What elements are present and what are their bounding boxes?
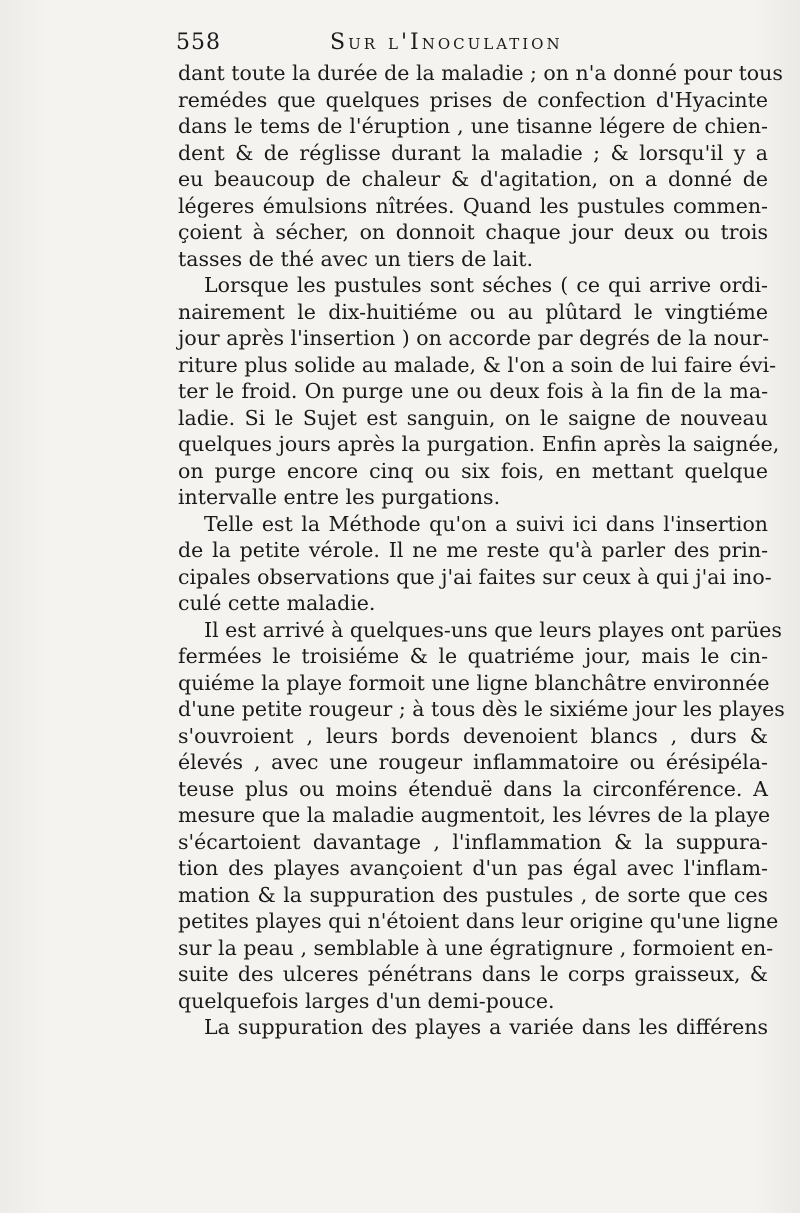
page-number: 558 bbox=[176, 30, 221, 55]
text-line: remédes que quelques prises de confection d'Hyacinte bbox=[178, 87, 768, 112]
text-line: légeres émulsions nîtrées. Quand les pustules commen- bbox=[178, 193, 768, 218]
text-line: culé cette maladie. bbox=[178, 591, 376, 615]
text-line: tion des playes avançoient d'un pas égal avec l'inflam- bbox=[178, 856, 768, 880]
text-line: s'écartoient davantage , l'inflammation & la suppura- bbox=[178, 829, 768, 854]
text-line: nairement le dix-huitiéme ou au plûtard le vingtiéme bbox=[178, 299, 768, 324]
text-line: de la petite vérole. Il ne me reste qu'à parler des prin- bbox=[178, 538, 768, 562]
paragraph-first-line: Lorsque les pustules sont séches ( ce qui arrive ordi- bbox=[204, 273, 768, 297]
running-head bbox=[176, 30, 766, 60]
text-line: mation & la suppuration des pustules , de sorte que ces bbox=[178, 882, 768, 907]
text-line: quiéme la playe formoit une ligne blanchâtre environnée bbox=[178, 670, 770, 695]
text-line: élevés , avec une rougeur inflammatoire ou érésipéla- bbox=[178, 750, 768, 774]
text-line: quelques jours après la purgation. Enfin après la saignée, bbox=[178, 432, 780, 456]
text-line: suite des ulceres pénétrans dans le corps graisseux, & bbox=[178, 962, 768, 986]
text-line: ladie. Si le Sujet est sanguin, on le saigne de nouveau bbox=[178, 405, 768, 430]
text-line: quelquefois larges d'un demi-pouce. bbox=[178, 988, 555, 1013]
text-line: eu beaucoup de chaleur & d'agitation, on a donné de bbox=[178, 167, 768, 191]
text-line: jour après l'insertion ) on accorde par degrés de la nour- bbox=[178, 326, 770, 350]
paragraph-first-line: Il est arrivé à quelques-uns que leurs playes ont parües bbox=[204, 617, 782, 642]
text-line: dant toute la durée de la maladie ; on n'a donné pour tous bbox=[178, 61, 783, 85]
text-line: fermées le troisiéme & le quatriéme jour, mais le cin- bbox=[178, 644, 768, 668]
text-line: tasses de thé avec un tiers de lait. bbox=[178, 246, 534, 271]
paragraph-first-line: Telle est la Méthode qu'on a suivi ici dans l'insertion bbox=[204, 511, 768, 536]
text-line: mesure que la maladie augmentoit, les lévres de la playe bbox=[178, 803, 771, 827]
running-title: Sur l'Inoculation bbox=[330, 30, 563, 55]
text-line: teuse plus ou moins étenduë dans la circonférence. A bbox=[178, 776, 768, 801]
text-line: çoient à sécher, on donnoit chaque jour deux ou trois bbox=[178, 220, 768, 244]
text-line: cipales observations que j'ai faites sur ceux à qui j'ai ino- bbox=[178, 564, 772, 589]
text-line: petites playes qui n'étoient dans leur origine qu'une ligne bbox=[178, 909, 779, 933]
text-line: d'une petite rougeur ; à tous dès le sixiéme jour les playes bbox=[178, 697, 785, 721]
text-line: on purge encore cinq ou six fois, en mettant quelque bbox=[178, 458, 768, 483]
text-line: intervalle entre les purgations. bbox=[178, 485, 501, 509]
text-line: dent & de réglisse durant la maladie ; & lorsqu'il y a bbox=[178, 140, 768, 165]
text-line: sur la peau , semblable à une égratignure , formoient en- bbox=[178, 935, 774, 960]
body-text bbox=[178, 60, 785, 1041]
text-line: riture plus solide au malade, & l'on a soin de lui faire évi- bbox=[178, 352, 777, 377]
text-line: dans le tems de l'éruption , une tisanne légere de chien- bbox=[178, 114, 768, 138]
text-line: ter le froid. On purge une ou deux fois à la fin de la ma- bbox=[178, 379, 768, 403]
text-line: s'ouvroient , leurs bords devenoient blancs , durs & bbox=[178, 723, 768, 748]
paragraph-first-line: La suppuration des playes a variée dans les différens bbox=[204, 1015, 768, 1039]
